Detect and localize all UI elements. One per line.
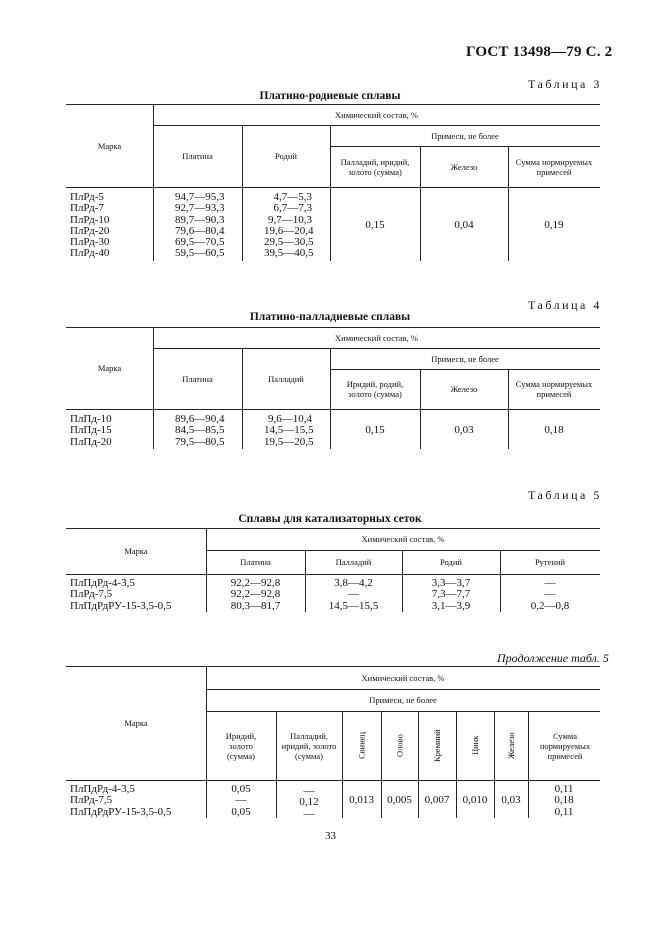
table5c-ir-au-list xyxy=(206,784,276,818)
table-cell: 79,6—80,4 xyxy=(175,224,225,237)
table5c-col-silicon: Кремний xyxy=(432,729,442,762)
table-cell: — xyxy=(348,588,359,601)
table3-marka-list xyxy=(70,192,109,260)
table5c-marka-list xyxy=(70,784,171,818)
table4-value-iron: 0,03 xyxy=(454,424,474,436)
table3-col-rhodium: Родий xyxy=(275,151,297,161)
table-cell: ПлРд-5 xyxy=(70,191,104,203)
table3-col-chem: Химический состав, % xyxy=(335,109,418,120)
table-cell: 19,6—20,4 xyxy=(264,224,314,237)
table4-marka-list xyxy=(70,414,112,448)
table3-col-marka: Марка xyxy=(97,140,122,151)
table5-col-palladium: Палладий xyxy=(335,557,372,567)
table-cell: 9,6—10,4 xyxy=(268,413,312,425)
table5-continuation-label: Продолжение табл. 5 xyxy=(497,651,609,665)
table-cell: 0,2—0,8 xyxy=(530,599,570,612)
table-cell: 89,6—90,4 xyxy=(175,413,225,425)
table-cell: 92,2—92,8 xyxy=(230,577,281,589)
table5c-col-tin: Олово xyxy=(394,734,405,757)
table5-col-rhodium: Родий xyxy=(440,557,462,567)
table-cell: 0,12 xyxy=(299,796,319,809)
page-number: 33 xyxy=(325,830,336,842)
table4-palladium-list xyxy=(264,414,312,448)
table-cell: ПлПдРдРУ-15-3,5-0,5 xyxy=(70,805,172,818)
table-cell: — xyxy=(544,588,556,601)
table5c-col-ir-au: Иридий, золото (сумма) xyxy=(225,730,257,761)
table-cell: 3,3—3,7 xyxy=(431,577,471,589)
table-cell: 79,5—80,5 xyxy=(175,435,225,448)
table-cell: 0,05 xyxy=(231,783,251,795)
table-cell: 6,7—7,3 xyxy=(273,202,312,215)
table-cell: ПлРд-40 xyxy=(70,247,110,260)
table3-col-platinum: Платина xyxy=(182,151,213,161)
table5c-col-lead: Свинец xyxy=(356,731,367,760)
document-header: ГОСТ 13498—79 С. 2 xyxy=(466,44,613,60)
table5-title: Сплавы для катализаторных сеток xyxy=(238,513,422,525)
table3-label: Таблица 3 xyxy=(528,77,602,91)
table-cell: 80,3—81,7 xyxy=(230,599,281,612)
table5-ruthenium-list xyxy=(500,578,600,612)
table-cell: 3,8—4,2 xyxy=(334,577,373,589)
table-cell: ПлПдРдРУ-15-3,5-0,5 xyxy=(70,599,172,612)
table5c-col-chem: Химический состав, % xyxy=(361,672,445,683)
table4-value-impurities: 0,15 xyxy=(365,424,385,436)
table-cell: 59,5—60,5 xyxy=(175,247,225,260)
table5c-value-lead: 0,013 xyxy=(349,794,374,806)
table5-col-platinum: Платина xyxy=(240,557,271,567)
table5-marka-list xyxy=(70,578,171,612)
table5c-col-marka: Марка xyxy=(124,718,148,728)
table-cell: ПлПдРд-4-3,5 xyxy=(70,783,135,795)
table5-palladium-list xyxy=(305,578,402,612)
table3-platinum-list xyxy=(175,192,225,260)
table4-col-sum: Сумма нормируемых примесей xyxy=(515,379,593,399)
table-cell: 69,5—70,5 xyxy=(175,236,225,249)
table5-label: Таблица 5 xyxy=(528,488,602,502)
table5c-value-iron: 0,03 xyxy=(501,794,521,806)
table5-rhodium-list xyxy=(402,578,500,612)
table-cell: 4,7—5,3 xyxy=(273,191,312,203)
table-cell: ПлПд-15 xyxy=(70,424,112,437)
table3-col-pd-ir-au: Палладий, иридий, золото (сумма) xyxy=(340,156,410,177)
table-cell: 0,18 xyxy=(554,794,574,807)
table-cell: 19,5—20,5 xyxy=(264,435,314,448)
table-cell: 92,7—93,3 xyxy=(175,202,225,215)
table-cell: 14,5—15,5 xyxy=(264,424,314,437)
table4-col-ir-rh-au: Иридий, родий, золото (сумма) xyxy=(346,379,404,399)
table-cell: — xyxy=(303,785,315,797)
table-cell: 89,7—90,3 xyxy=(175,213,225,226)
table-cell: 29,5—30,5 xyxy=(264,236,314,249)
table4-title: Платино-палладиевые сплавы xyxy=(249,311,411,323)
table-cell: ПлРд-30 xyxy=(70,236,110,249)
table-cell: ПлРд-10 xyxy=(70,213,110,226)
table3-value-impurities: 0,15 xyxy=(365,219,385,231)
table-cell: ПлПд-10 xyxy=(70,413,112,425)
table4-col-palladium: Палладий xyxy=(268,373,304,384)
table4-value-sum: 0,18 xyxy=(544,424,564,436)
table-cell: 0,05 xyxy=(231,805,251,818)
table5c-pd-ir-au-list xyxy=(276,786,342,820)
table4-col-impurities: Примеси, не более xyxy=(431,353,499,364)
table-cell: — xyxy=(303,807,315,820)
table5-platinum-list xyxy=(206,578,305,612)
table-cell: — xyxy=(544,577,556,589)
table3-col-iron: Железо xyxy=(450,161,478,172)
table3-value-sum: 0,19 xyxy=(544,219,564,231)
table4-col-platinum: Платина xyxy=(182,373,213,384)
table5c-col-iron: Железо xyxy=(506,732,516,759)
table5c-col-impurities: Примеси, не более xyxy=(369,695,437,705)
table4-label: Таблица 4 xyxy=(528,298,602,312)
table-cell: 39,5—40,5 xyxy=(264,247,314,260)
table3-value-iron: 0,04 xyxy=(454,219,474,231)
table-cell: 3,1—3,9 xyxy=(431,599,471,612)
table3-title: Платино-родиевые сплавы xyxy=(259,90,401,102)
table-cell: 0,11 xyxy=(554,783,574,795)
table4-col-iron: Железо xyxy=(450,384,478,394)
table5c-col-zinc: Цинк xyxy=(470,735,480,756)
table-cell: ПлПдРд-4-3,5 xyxy=(70,577,135,589)
table-cell: ПлПд-20 xyxy=(70,435,112,448)
table5-col-chem: Химический состав, % xyxy=(361,534,445,544)
table-cell: 0,11 xyxy=(554,805,574,818)
table-cell: 92,2—92,8 xyxy=(230,588,281,601)
table-cell: 14,5—15,5 xyxy=(328,599,379,612)
table4-col-chem: Химический состав, % xyxy=(335,332,418,343)
table-cell: ПлРд-7,5 xyxy=(70,794,113,807)
table-cell: 9,7—10,3 xyxy=(268,213,312,226)
table5c-col-pd-ir-au: Палладий, иридий, золото (сумма) xyxy=(281,730,337,761)
table-cell: 7,3—7,7 xyxy=(431,588,471,601)
table-cell: 94,7—95,3 xyxy=(175,191,225,203)
table-cell: ПлРд-7 xyxy=(70,202,104,215)
table-cell: ПлРд-7,5 xyxy=(70,588,113,601)
table5c-value-silicon: 0,007 xyxy=(424,794,450,806)
table5c-col-sum: Сумма нормируемых примесей xyxy=(539,730,591,761)
table4-platinum-list xyxy=(175,414,225,448)
table-cell: ПлРд-20 xyxy=(70,224,110,237)
table5-col-marka: Марка xyxy=(124,546,148,556)
table-cell: — xyxy=(235,794,247,807)
table3-col-sum: Сумма нормируемых примесей xyxy=(515,156,593,177)
table3-rhodium-list xyxy=(264,192,312,260)
table4-col-marka: Марка xyxy=(97,363,122,373)
table3-col-impurities: Примеси, не более xyxy=(431,130,499,141)
table-cell: 84,5—85,5 xyxy=(175,424,225,437)
table5c-value-tin: 0,005 xyxy=(387,794,412,806)
table5c-value-zinc: 0,010 xyxy=(462,794,488,806)
table5c-sum-list xyxy=(528,784,600,818)
table5-col-ruthenium: Рутений xyxy=(534,557,566,567)
